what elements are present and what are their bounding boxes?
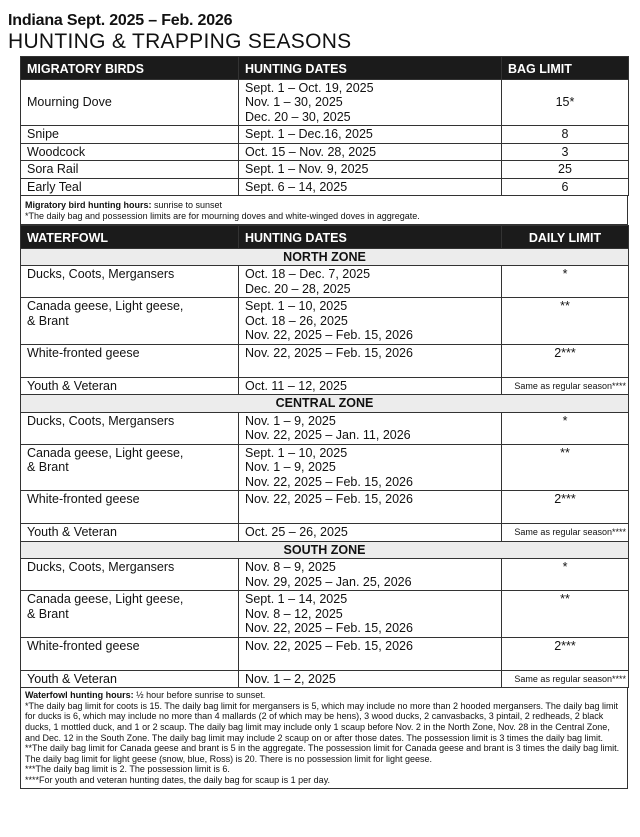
date-range: Nov. 1 – 9, 2025 bbox=[245, 460, 336, 475]
date-range: Nov. 8 – 12, 2025 bbox=[245, 606, 343, 621]
table-header-row bbox=[21, 57, 629, 80]
species-name: Ducks, Coots, Mergansers bbox=[21, 266, 239, 298]
table-row bbox=[21, 161, 629, 179]
zone-title: NORTH ZONE bbox=[21, 248, 629, 266]
date-range: Nov. 22, 2025 – Jan. 11, 2026 bbox=[245, 428, 411, 443]
table-row bbox=[21, 178, 629, 196]
table-row bbox=[21, 143, 629, 161]
daily-limit: Same as regular season**** bbox=[502, 524, 629, 542]
column-header: DAILY LIMIT bbox=[502, 226, 629, 249]
migratory-notes bbox=[20, 196, 628, 225]
column-header: WATERFOWL bbox=[21, 226, 239, 249]
daily-limit: * bbox=[502, 266, 629, 298]
species-name: Youth & Veteran bbox=[21, 524, 239, 542]
species-name: Ducks, Coots, Mergansers bbox=[21, 412, 239, 444]
species-line: Canada geese, Light geese, bbox=[27, 445, 184, 460]
table-row bbox=[21, 670, 629, 688]
table-row bbox=[21, 79, 629, 126]
species-line: & Brant bbox=[27, 313, 69, 328]
species-name: Sora Rail bbox=[21, 161, 239, 179]
daily-limit: Same as regular season**** bbox=[502, 377, 629, 395]
species-name: White-fronted geese bbox=[21, 491, 239, 524]
date-range: Oct. 18 – 26, 2025 bbox=[245, 313, 348, 328]
hunting-dates: Oct. 11 – 12, 2025 bbox=[239, 377, 502, 395]
waterfowl-table bbox=[20, 225, 629, 688]
daily-limit: ** bbox=[502, 444, 629, 491]
species-name: White-fronted geese bbox=[21, 637, 239, 670]
hunting-dates: Sept. 1 – Dec.16, 2025 bbox=[239, 126, 502, 144]
hunting-dates: Sept. 1 – Nov. 9, 2025 bbox=[239, 161, 502, 179]
daily-limit: 2*** bbox=[502, 637, 629, 670]
species-line: Canada geese, Light geese, bbox=[27, 299, 184, 314]
date-range: Nov. 22, 2025 – Feb. 15, 2026 bbox=[245, 328, 413, 343]
species-line: & Brant bbox=[27, 460, 69, 475]
date-range: Nov. 29, 2025 – Jan. 25, 2026 bbox=[245, 574, 412, 589]
date-range: Nov. 22, 2025 – Feb. 15, 2026 bbox=[245, 474, 413, 489]
species-name: Early Teal bbox=[21, 178, 239, 196]
hunting-dates bbox=[239, 559, 502, 591]
table-row bbox=[21, 637, 629, 670]
hunting-dates bbox=[239, 444, 502, 491]
bag-limit: 3 bbox=[502, 143, 629, 161]
table-row bbox=[21, 444, 629, 491]
daily-limit: * bbox=[502, 559, 629, 591]
hunting-dates: Sept. 6 – 14, 2025 bbox=[239, 178, 502, 196]
daily-limit: 2*** bbox=[502, 491, 629, 524]
table-row bbox=[21, 126, 629, 144]
daily-limit: Same as regular season**** bbox=[502, 670, 629, 688]
table-row bbox=[21, 559, 629, 591]
daily-limit: * bbox=[502, 412, 629, 444]
column-header: HUNTING DATES bbox=[239, 57, 502, 80]
daily-limit: ** bbox=[502, 591, 629, 638]
hunting-dates: Nov. 22, 2025 – Feb. 15, 2026 bbox=[239, 491, 502, 524]
species-name: Woodcock bbox=[21, 143, 239, 161]
hunting-dates bbox=[239, 79, 502, 126]
species-name: White-fronted geese bbox=[21, 344, 239, 377]
column-header: HUNTING DATES bbox=[239, 226, 502, 249]
page-supertitle: Indiana Sept. 2025 – Feb. 2026 bbox=[8, 12, 233, 29]
date-range: Sept. 1 – 14, 2025 bbox=[245, 592, 348, 607]
date-range: Sept. 1 – 10, 2025 bbox=[245, 299, 348, 314]
bag-limit: 8 bbox=[502, 126, 629, 144]
bag-limit: 15* bbox=[502, 79, 629, 126]
hunting-dates bbox=[239, 266, 502, 298]
date-range: Dec. 20 – 28, 2025 bbox=[245, 281, 351, 296]
hunting-dates: Oct. 25 – 26, 2025 bbox=[239, 524, 502, 542]
zone-title: SOUTH ZONE bbox=[21, 541, 629, 559]
hours-label: Migratory bird hunting hours: bbox=[25, 200, 152, 210]
species-name: Mourning Dove bbox=[21, 79, 239, 126]
column-header: BAG LIMIT bbox=[502, 57, 629, 80]
date-range: Sept. 1 – Oct. 19, 2025 bbox=[245, 80, 374, 95]
date-range: Dec. 20 – 30, 2025 bbox=[245, 109, 351, 124]
date-range: Oct. 18 – Dec. 7, 2025 bbox=[245, 267, 371, 282]
table-row bbox=[21, 412, 629, 444]
waterfowl-notes bbox=[20, 688, 628, 788]
footnote: **The daily bag limit for Canada geese and brant is 5 in the aggregate. The possession limit for Canada geese and brant is 3 times the daily bag limit. The daily bag limit for light geese (snow, blue, Ross) is 20. There is no possession limit for light geese. bbox=[25, 743, 620, 764]
species-name bbox=[21, 444, 239, 491]
table-row bbox=[21, 377, 629, 395]
species-line: & Brant bbox=[27, 606, 69, 621]
zone-row bbox=[21, 395, 629, 413]
species-line: Canada geese, Light geese, bbox=[27, 592, 184, 607]
date-range: Nov. 8 – 9, 2025 bbox=[245, 560, 336, 575]
bag-limit: 6 bbox=[502, 178, 629, 196]
hunting-dates bbox=[239, 298, 502, 345]
table-row bbox=[21, 591, 629, 638]
hunting-dates bbox=[239, 591, 502, 638]
species-name bbox=[21, 298, 239, 345]
footnote: *The daily bag limit for coots is 15. The daily bag limit for mergansers is 5, which may include no more than 2 hooded mergansers. The daily bag limit for ducks is 6, which may include no more than 4 mallards (2 of which may be hens), 3 wood ducks, 2 canvasbacks, 3 pintail, 2 redheads, 2 black ducks, 1 mottled duck, and 1 or 2 scaup. The daily bag limit may include only 1 scaup before Nov. 2 in the North Zone, Nov. 28 in the Central Zone, and Dec. 12 in the South Zone. The daily bag limit may include 2 scaup on or after those dates. The possession limit is 3 times the daily bag limit. bbox=[25, 700, 618, 743]
table-row bbox=[21, 266, 629, 298]
zone-title: CENTRAL ZONE bbox=[21, 395, 629, 413]
bag-limit: 25 bbox=[502, 161, 629, 179]
table-header-row bbox=[21, 226, 629, 249]
table-row bbox=[21, 524, 629, 542]
footnote: *The daily bag and possession limits are for mourning doves and white-winged doves in aggregate. bbox=[25, 210, 420, 221]
species-name: Youth & Veteran bbox=[21, 670, 239, 688]
hunting-dates: Nov. 22, 2025 – Feb. 15, 2026 bbox=[239, 344, 502, 377]
page-title: HUNTING & TRAPPING SEASONS bbox=[8, 30, 352, 53]
migratory-birds-table bbox=[20, 56, 629, 196]
table-row bbox=[21, 491, 629, 524]
zone-row bbox=[21, 248, 629, 266]
footnote: ****For youth and veteran hunting dates, the daily bag for scaup is 1 per day. bbox=[25, 774, 331, 785]
table-row bbox=[21, 298, 629, 345]
table-row bbox=[21, 344, 629, 377]
species-name: Youth & Veteran bbox=[21, 377, 239, 395]
date-range: Nov. 1 – 9, 2025 bbox=[245, 413, 336, 428]
zone-row bbox=[21, 541, 629, 559]
daily-limit: ** bbox=[502, 298, 629, 345]
hours-text: ½ hour before sunrise to sunset. bbox=[133, 690, 266, 701]
column-header: MIGRATORY BIRDS bbox=[21, 57, 239, 80]
hunting-dates: Nov. 22, 2025 – Feb. 15, 2026 bbox=[239, 637, 502, 670]
date-range: Nov. 1 – 30, 2025 bbox=[245, 95, 343, 109]
date-range: Sept. 1 – 10, 2025 bbox=[245, 445, 348, 460]
species-name: Ducks, Coots, Mergansers bbox=[21, 559, 239, 591]
date-range: Nov. 22, 2025 – Feb. 15, 2026 bbox=[245, 621, 413, 636]
seasons-sheet bbox=[20, 56, 628, 789]
daily-limit: 2*** bbox=[502, 344, 629, 377]
hours-label: Waterfowl hunting hours: bbox=[25, 690, 134, 701]
hours-text: sunrise to sunset bbox=[151, 200, 223, 210]
hunting-dates: Oct. 15 – Nov. 28, 2025 bbox=[239, 143, 502, 161]
hunting-dates bbox=[239, 412, 502, 444]
hunting-dates: Nov. 1 – 2, 2025 bbox=[239, 670, 502, 688]
species-name bbox=[21, 591, 239, 638]
footnote: ***The daily bag limit is 2. The possession limit is 6. bbox=[25, 764, 230, 775]
species-name: Snipe bbox=[21, 126, 239, 144]
